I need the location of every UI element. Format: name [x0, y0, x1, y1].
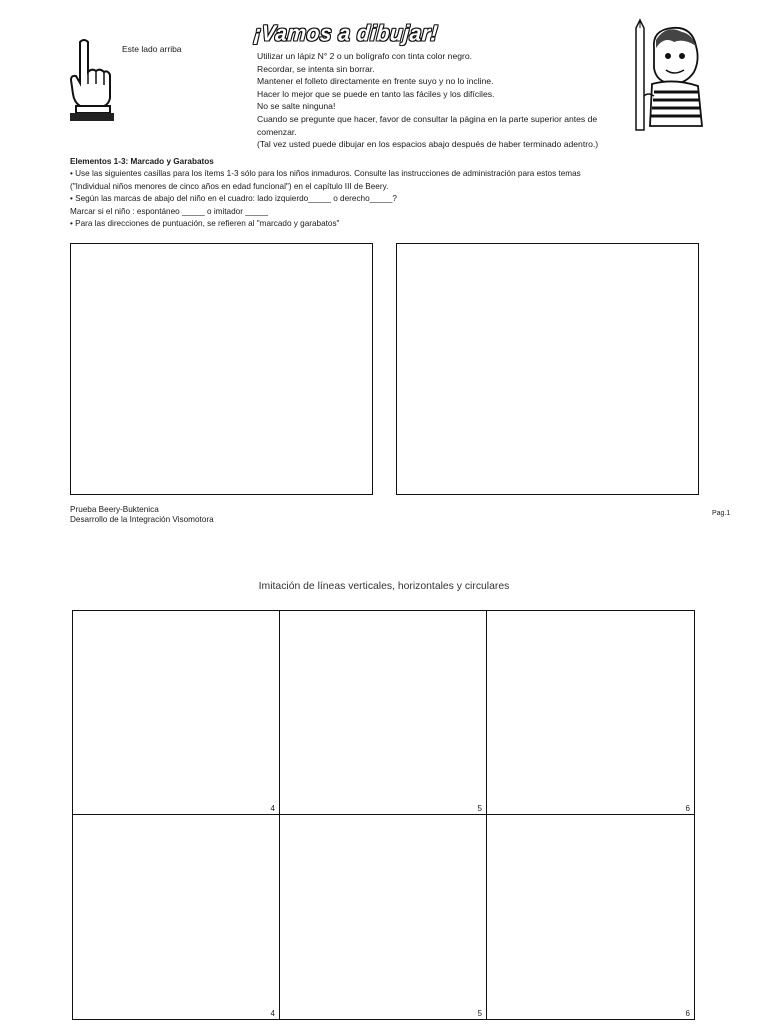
item-number: 4: [270, 1009, 275, 1018]
instructions-list: [257, 50, 627, 151]
instruction-line: Hacer lo mejor que se puede en tanto las fáciles y los difíciles.: [257, 88, 495, 99]
footer-test-subtitle: Desarrollo de la Integración Visomotora: [70, 515, 214, 525]
drawing-cell[interactable]: [73, 611, 280, 815]
pointing-hand-icon: [66, 38, 114, 122]
page-title: ¡Vamos a dibujar!: [253, 21, 439, 46]
imitation-grid: [72, 610, 695, 1020]
drawing-cell[interactable]: [280, 611, 487, 815]
item-number: 5: [477, 804, 482, 813]
child-with-pencil-illustration: [626, 18, 708, 140]
footer: [70, 505, 214, 525]
drawing-cell[interactable]: [487, 815, 694, 1019]
imitation-section-title: Imitación de líneas verticales, horizontales y circulares: [258, 581, 510, 592]
instruction-line: Mantener el folleto directamente en frente suyo y no lo incline.: [257, 76, 494, 87]
section-heading: Elementos 1-3: Marcado y Garabatos: [70, 157, 214, 166]
section-line: • Use las siguientes casillas para los ítems 1-3 sólo para los niños inmaduros. Consulte las instrucciones de administración para estos temas: [70, 169, 581, 179]
item-number: 6: [685, 1009, 690, 1018]
section-line: • Según las marcas de abajo del niño en el cuadro: lado izquierdo_____ o derecho_____?: [70, 194, 397, 204]
section-line: • Para las direcciones de puntuación, se refieren al "marcado y garabatos": [70, 219, 340, 229]
orientation-label: Este lado arriba: [122, 44, 182, 54]
drawing-box-left[interactable]: [70, 243, 373, 495]
section-line: Marcar si el niño : espontáneo _____ o imitador _____: [70, 206, 268, 216]
instruction-line: Cuando se pregunte que hacer, favor de consultar la página en la parte superior antes de comenzar.: [257, 113, 598, 137]
item-number: 5: [477, 1009, 482, 1018]
footer-test-name: Prueba Beery-Buktenica: [70, 505, 159, 514]
drawing-box-right[interactable]: [396, 243, 699, 495]
drawing-cell[interactable]: [73, 815, 280, 1019]
instruction-line: Utilizar un lápiz N° 2 o un bolígrafo con tinta color negro.: [257, 51, 473, 61]
drawing-cell[interactable]: [280, 815, 487, 1019]
drawing-cell[interactable]: [487, 611, 694, 815]
item-number: 6: [685, 804, 690, 813]
items-1-3-section: [70, 156, 710, 230]
instruction-line: No se salte ninguna!: [257, 101, 336, 112]
page-number: Pag.1: [712, 510, 731, 517]
instruction-line: (Tal vez usted puede dibujar en los espacios abajo después de haber terminado adentro.): [257, 139, 599, 150]
item-number: 4: [270, 804, 275, 813]
section-line: ("Individual niños menores de cinco años en edad funcional") en el capítulo III de Beery.: [70, 181, 389, 191]
instruction-line: Recordar, se intenta sin borrar.: [257, 63, 375, 74]
